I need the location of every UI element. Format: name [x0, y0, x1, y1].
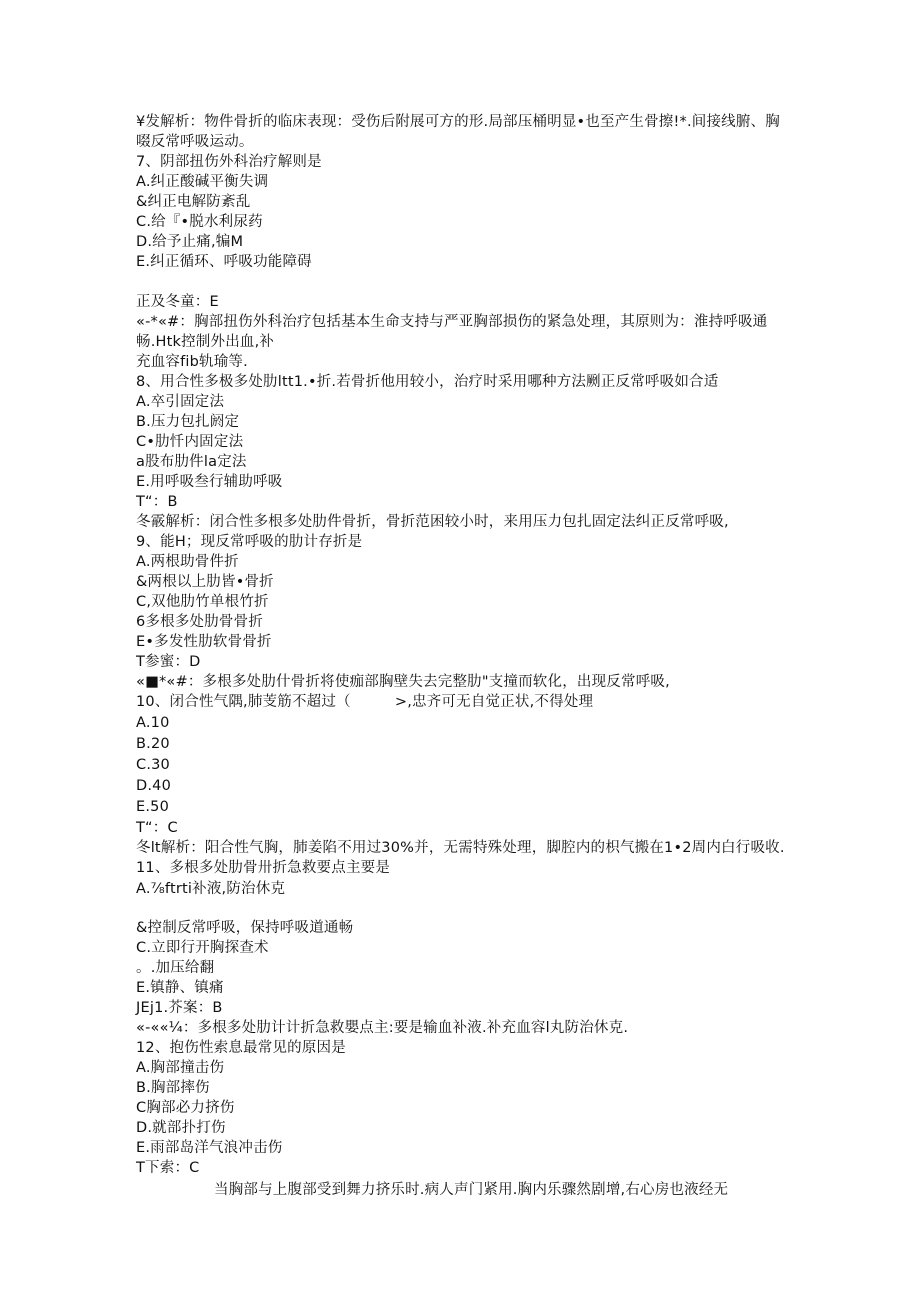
option-c: C.立即行开胸探查术 [136, 940, 269, 956]
option-d: D.给予止痛,犏M [136, 234, 244, 250]
option-e: E.用呼吸叁行辅助呼吸 [136, 474, 283, 490]
option-b: B.20 [136, 736, 170, 752]
option-e: E•多发性肋软骨骨折 [136, 634, 272, 650]
question-8: 8、用合性多极多处肋ltt1.•折.若骨折他用较小，治疗时采用哪种方法劂正反常呼吸如合适 [136, 374, 719, 390]
answer-line: T下索：C [136, 1160, 200, 1176]
answer-line: T参蜜：D [136, 654, 201, 670]
option-c: C.30 [136, 757, 170, 773]
option-c: C胸部必力挤伤 [136, 1100, 235, 1116]
option-a: A.胸部撞击伤 [136, 1060, 225, 1076]
option-d: D.就部扑打伤 [136, 1120, 226, 1136]
analysis-line: 充血容fib轨瑜等. [136, 354, 248, 370]
option-d: 6多根多处肋骨骨折 [136, 614, 264, 630]
text-line: ¥发解析：物件骨折的临床表现：受伤后附展可方的形.局部压桶明显•也至产生骨擦!*.间接线腑、胸 [136, 114, 780, 130]
option-e: E.纠正循环、呼吸功能障碍 [136, 254, 312, 270]
option-b: B.压力包扎阏定 [136, 414, 240, 430]
option-b: &控制反常呼吸，保持呼吸道通畅 [136, 920, 354, 936]
option-d: D.40 [136, 778, 172, 794]
answer-line: JEj1.芥案：B [136, 1000, 223, 1016]
option-c: C,双他肋竹单根竹折 [136, 594, 269, 610]
analysis-line: 冬霰解析：闭合性多根多处肋件骨折，骨折范困较小时，来用压力包扎固定法纠正反常呼吸, [136, 514, 729, 530]
question-7: 7、阴部扭伤外科治疗解则是 [136, 154, 322, 170]
option-e: E.雨部岛洋气浪冲击伤 [136, 1140, 283, 1156]
analysis-line: «-««¼：多根多处肋计计折急救嬰点主:要是输血补液.补充血容l丸防治休克. [136, 1020, 629, 1036]
option-b: &纠正电解防紊乱 [136, 194, 251, 210]
option-b: &两根以上肋皆•骨折 [136, 574, 274, 590]
question-12: 12、抱伤性索息最常见的原因是 [136, 1040, 346, 1056]
question-9: 9、能H；现反常呼吸的肋计存折是 [136, 534, 363, 550]
option-d: 。.加压给翻 [136, 960, 215, 976]
text-line: 啜反常呼吸运动。 [136, 134, 254, 150]
analysis-line: 冬lt解析：阳合性气胸，肺姜陷不用过30%并，无需特殊处理，脚腔内的枳气搬在1•2周内白行吸收. [136, 840, 785, 856]
option-a: A.卒引固定法 [136, 394, 225, 410]
answer-line: 正及冬童：E [136, 294, 219, 310]
option-c: C•肋忏内固定法 [136, 434, 244, 450]
option-c: C.给『•脱水利尿药 [136, 214, 263, 230]
option-a: A.纠正酸碱平衡失调 [136, 174, 269, 190]
option-a: A.10 [136, 715, 170, 731]
analysis-line: 当胸部与上腹部受到舞力挤乐时.病人声门紧用.胸内乐骤然剧增,右心房也液经无 [214, 1182, 729, 1198]
answer-line: T“：C [136, 820, 178, 836]
option-d: a股布肋件la定法 [136, 454, 247, 470]
analysis-line: «-*«#：胸部扭伤外科治疗包括基本生命支持与严亚胸部损伤的紧急处理，其原则为：淮持呼吸通 [136, 314, 768, 330]
analysis-line: «■*«#：多根多处肋什骨折将使痂部胸壁失去完整肋"支撞而软化，出现反常呼吸, [136, 674, 670, 690]
question-10: 10、闭合性气隅,肺芰筋不超过（ >,忠齐可无自觉正状,不得处理 [136, 694, 594, 710]
option-b: B.胸部摔伤 [136, 1080, 210, 1096]
question-11: 11、多根多处肋骨卅折急救要点主要是 [136, 860, 391, 876]
answer-line: T“：B [136, 494, 178, 510]
analysis-line: 畅.Htk控制外出血,补 [136, 334, 275, 350]
option-a: A.两根助骨件折 [136, 554, 239, 570]
option-a: A.⅞ftrti补液,防治休克 [136, 881, 286, 897]
option-e: E.50 [136, 799, 170, 815]
option-e: E.镇静、镇痛 [136, 980, 224, 996]
